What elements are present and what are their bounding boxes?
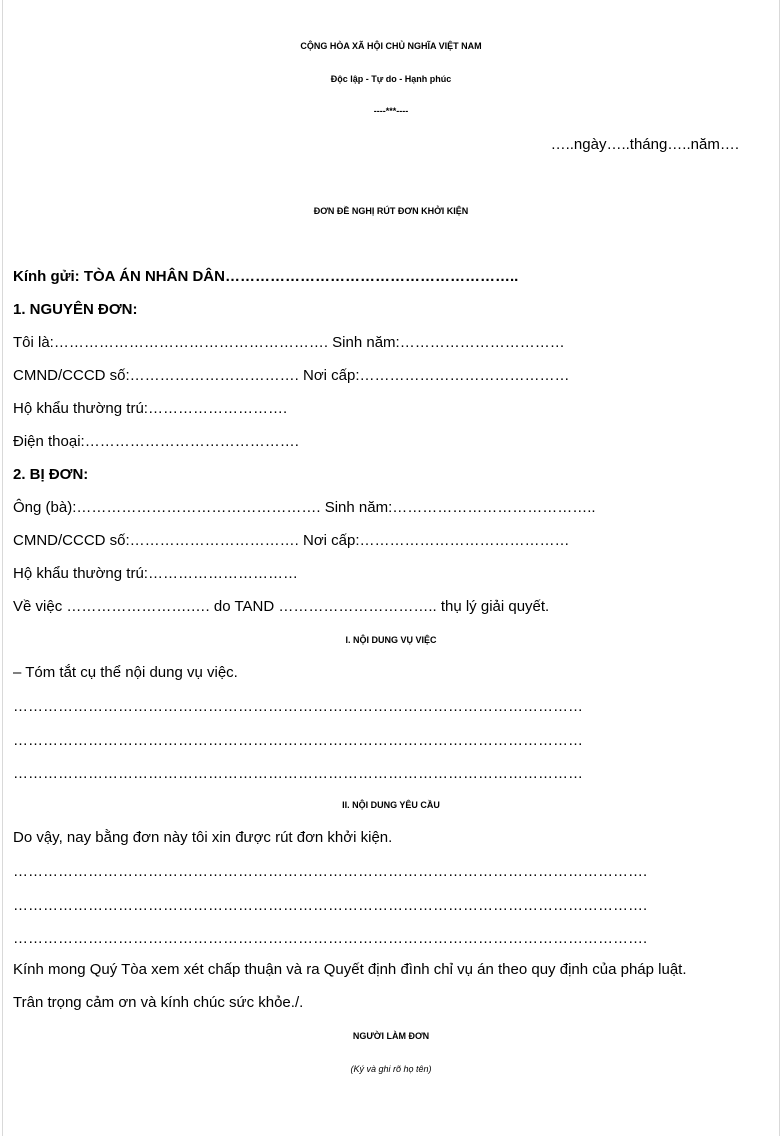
defendant-residence-line: Hộ khẩu thường trú:………………………… — [13, 565, 298, 582]
defendant-heading: 2. BỊ ĐƠN: — [13, 466, 89, 483]
closing-thanks: Trân trọng cảm ơn và kính chúc sức khỏe./. — [13, 994, 304, 1011]
closing-request: Kính mong Quý Tòa xem xét chấp thuận và ra Quyết định đình chỉ vụ án theo quy định của pháp luật. — [13, 961, 687, 978]
section2-heading: II. NỘI DUNG YÊU CẦU — [342, 800, 440, 810]
document-title: ĐƠN ĐỀ NGHỊ RÚT ĐƠN KHỞI KIỆN — [313, 206, 469, 216]
document-page — [2, 0, 780, 1136]
section1-intro: – Tóm tắt cụ thể nội dung vụ việc. — [13, 664, 238, 681]
section1-blank-line: …………………………………………………………………………………………………… — [13, 698, 583, 715]
section2-intro: Do vậy, nay bằng đơn này tôi xin được rút đơn khởi kiện. — [13, 829, 393, 846]
signature-note: (Ký và ghi rõ họ tên) — [350, 1064, 432, 1074]
section1-heading: I. NỘI DUNG VỤ VIỆC — [345, 635, 437, 645]
defendant-id-line: CMND/CCCD số:……………………………. Nơi cấp:…………………………………… — [13, 532, 570, 549]
section2-blank-line: ………………………………………………………………………………………………………………. — [13, 863, 648, 880]
motto: Độc lập - Tự do - Hạnh phúc — [330, 74, 452, 84]
signature-heading: NGƯỜI LÀM ĐƠN — [352, 1031, 430, 1041]
section1-blank-line: …………………………………………………………………………………………………… — [13, 765, 583, 782]
header-separator: ----***---- — [373, 106, 409, 116]
country-name: CỘNG HÒA XÃ HỘI CHỦ NGHĨA VIỆT NAM — [300, 41, 482, 51]
plaintiff-id-line: CMND/CCCD số:……………………………. Nơi cấp:…………………………………… — [13, 367, 570, 384]
section2-blank-line: ………………………………………………………………………………………………………………. — [13, 930, 648, 947]
section2-blank-line: ………………………………………………………………………………………………………………. — [13, 897, 648, 914]
section1-blank-line: …………………………………………………………………………………………………… — [13, 732, 583, 749]
plaintiff-heading: 1. NGUYÊN ĐƠN: — [13, 301, 138, 318]
plaintiff-name-line: Tôi là:………………………………………………. Sinh năm:…………………………… — [13, 334, 565, 351]
date-line: …..ngày…..tháng…..năm…. — [550, 136, 739, 153]
defendant-name-line: Ông (bà):…………………………………………. Sinh năm:………………………………….. — [13, 499, 596, 516]
plaintiff-residence-line: Hộ khẩu thường trú:………………………. — [13, 400, 288, 417]
recipient-line: Kính gửi: TÒA ÁN NHÂN DÂN………………………………………………….. — [13, 268, 519, 285]
case-line: Về việc …………………….…. do TAND ………………………….. thụ lý giải quyết. — [13, 598, 550, 615]
plaintiff-phone-line: Điện thoại:……………………………………. — [13, 433, 299, 450]
